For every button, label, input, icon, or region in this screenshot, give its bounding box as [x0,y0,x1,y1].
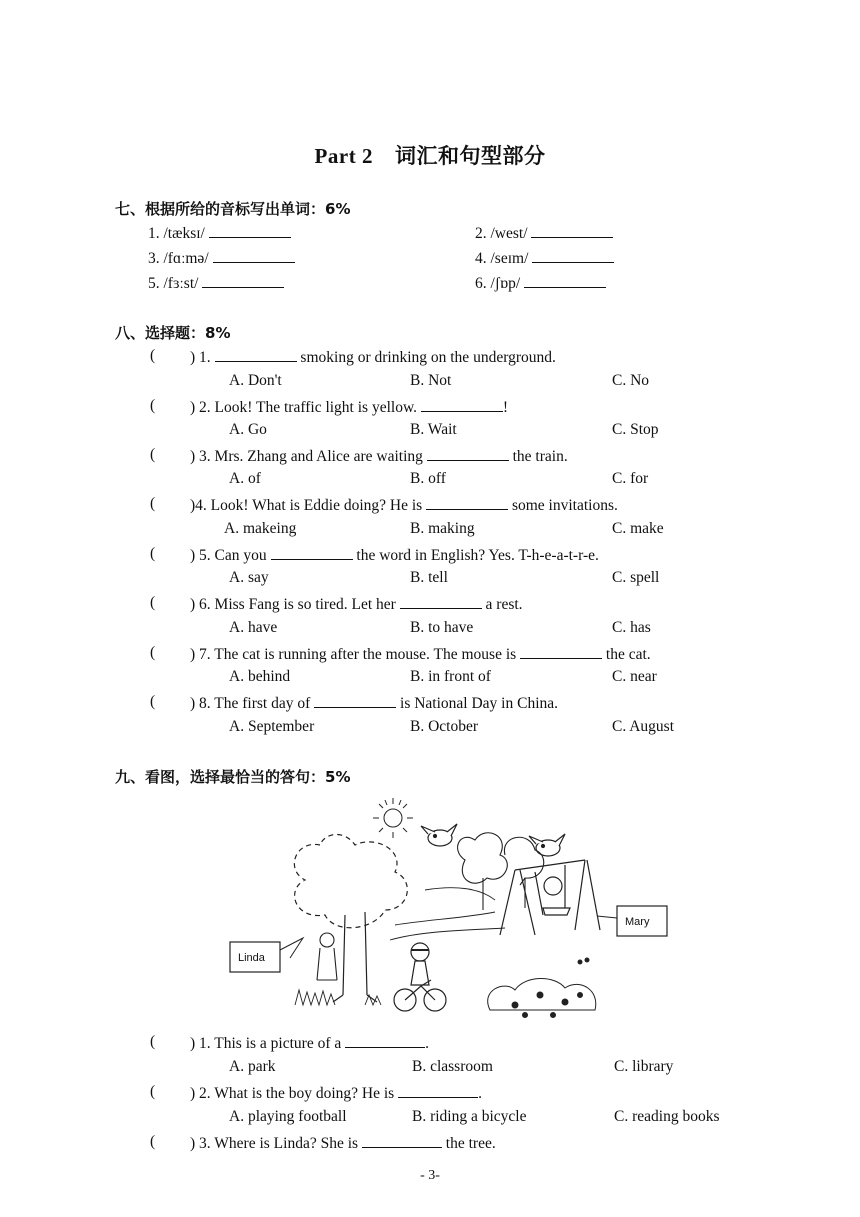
question-text-after: smoking or drinking on the underground. [300,349,556,366]
item-number: 4. [475,250,487,267]
option-b[interactable]: B. in front of [410,668,491,685]
phonetic: /tæksɪ/ [163,225,205,242]
question-number: ) 7. [190,646,211,663]
question-text-after: some invitations. [511,497,618,514]
question-blank[interactable] [426,495,508,510]
item-number: 6. [475,275,487,292]
question-text-after: the cat. [605,646,651,663]
title-text: 词汇和句型部分 [394,144,546,168]
question-text: What is the boy doing? He is [214,1085,395,1102]
answer-blank[interactable] [202,273,284,288]
page-number: - 3- [420,1168,440,1183]
grass-icon [295,990,381,1005]
question-number: ) 3. [190,1135,211,1152]
question-number: ) 8. [190,695,211,712]
question-blank[interactable] [398,1083,478,1098]
question-number: ) 6. [190,596,211,613]
title-part: Part 2 [314,144,373,168]
bicycle-icon [394,943,446,1011]
question-text: Can you [214,547,267,564]
ground-lines [390,888,505,940]
phonetic: /fɑːmə/ [163,250,209,267]
question-blank[interactable] [400,594,482,609]
option-a[interactable]: A. say [229,569,269,586]
picture-question-2 [190,1083,482,1103]
page-title [0,140,860,170]
question-text: The cat is running after the mouse. The mouse is [214,646,517,663]
option-c[interactable]: C. make [612,520,664,537]
answer-blank[interactable] [209,223,291,238]
question-text-after: is National Day in China. [400,695,559,712]
option-b[interactable]: B. to have [410,619,474,636]
option-c[interactable]: C. Stop [612,421,659,438]
option-a[interactable]: A. Go [229,421,267,438]
phonetic-item-1 [148,223,291,243]
picture-question-3 [190,1133,496,1153]
option-b[interactable]: B. classroom [412,1058,493,1075]
option-c[interactable]: C. library [614,1058,674,1075]
question-text-after: . [478,1085,482,1102]
item-number: 1. [148,225,160,242]
swing-icon [500,860,600,935]
phonetic-item-6 [475,273,606,293]
option-a[interactable]: A. September [229,718,315,735]
question-5 [190,545,599,565]
option-b[interactable]: B. riding a bicycle [412,1108,527,1125]
question-text-after: a rest. [485,596,523,613]
question-number: ) 1. [190,349,211,366]
option-c[interactable]: C. near [612,668,657,685]
question-text-after: ! [502,399,509,416]
linda-label [230,938,303,972]
answer-blank[interactable] [531,223,613,238]
question-2 [190,397,508,417]
option-b[interactable]: B. Not [410,372,452,389]
phonetic-item-3 [148,248,295,268]
question-text: The first day of [214,695,311,712]
answer-paren[interactable]: ( [150,545,156,562]
question-number: ) 5. [190,547,211,564]
option-c[interactable]: C. spell [612,569,660,586]
item-number: 5. [148,275,160,292]
answer-paren[interactable]: ( [150,644,156,661]
question-number: ) 2. [190,1085,211,1102]
question-text-after: the tree. [445,1135,496,1152]
option-b[interactable]: B. making [410,520,475,537]
question-blank[interactable] [520,644,602,659]
mary-label [597,906,667,936]
question-number: ) 1. [190,1035,211,1052]
option-b[interactable]: B. Wait [410,421,457,438]
option-a[interactable]: A. of [229,470,261,487]
sun-icon [373,798,413,838]
item-number: 3. [148,250,160,267]
question-number: ) 3. [190,448,211,465]
question-text: Where is Linda? She is [214,1135,359,1152]
option-a[interactable]: A. behind [229,668,291,685]
option-c[interactable]: C. for [612,470,649,487]
option-a[interactable]: A. have [229,619,278,636]
section-9-heading: 九、看图，选择最恰当的答句：5% [115,768,351,786]
answer-blank[interactable] [532,248,614,263]
answer-blank[interactable] [524,273,606,288]
mary-label-text: Mary [625,916,650,928]
option-a[interactable]: A. park [229,1058,276,1075]
phonetic: /ʃɒp/ [490,275,521,292]
phonetic-item-5 [148,273,284,293]
question-number: ) 2. [190,399,211,416]
question-4 [190,495,618,515]
question-blank[interactable] [427,446,509,461]
question-blank[interactable] [362,1133,442,1148]
linda-label-text: Linda [238,952,265,964]
question-6 [190,594,523,614]
answer-paren[interactable]: ( [150,1133,156,1150]
question-blank[interactable] [271,545,353,560]
question-text: Look! What is Eddie doing? He is [210,497,423,514]
section-8-heading: 八、选择题：8% [115,324,231,342]
answer-paren[interactable]: ( [150,693,156,710]
option-a[interactable]: A. Don't [229,372,282,389]
item-number: 2. [475,225,487,242]
question-8 [190,693,558,713]
answer-blank[interactable] [213,248,295,263]
tree-icon [458,833,544,910]
question-number: )4. [190,497,207,514]
answer-paren[interactable]: ( [150,347,156,364]
option-b[interactable]: B. off [410,470,446,487]
answer-paren[interactable]: ( [150,495,156,512]
question-blank[interactable] [345,1033,425,1048]
park-illustration [225,790,675,1030]
option-c[interactable]: C. has [612,619,651,636]
phonetic: /fɜːst/ [163,275,199,292]
option-b[interactable]: B. tell [410,569,448,586]
question-text-after: the word in English? Yes. T-h-e-a-t-r-e. [356,547,599,564]
option-c[interactable]: C. reading books [614,1108,720,1125]
bird-icon [529,834,565,856]
question-text-after: . [425,1035,430,1052]
bird-icon [421,824,457,846]
tree-icon [294,834,407,1002]
question-text: This is a picture of a [214,1035,342,1052]
answer-paren[interactable]: ( [150,397,156,414]
question-3 [190,446,568,466]
question-blank[interactable] [421,397,503,412]
girl-icon [317,933,337,980]
answer-paren[interactable]: ( [150,1083,156,1100]
question-blank[interactable] [215,347,297,362]
option-a[interactable]: A. makeing [224,520,297,537]
answer-paren[interactable]: ( [150,1033,156,1050]
section-7-heading: 七、根据所给的音标写出单词：6% [115,200,351,218]
phonetic: /seɪm/ [490,250,529,267]
question-text: Look! The traffic light is yellow. [214,399,418,416]
question-text: Miss Fang is so tired. Let her [214,596,396,613]
option-a[interactable]: A. playing football [229,1108,347,1125]
phonetic: /west/ [490,225,528,242]
question-1 [190,347,556,367]
question-blank[interactable] [314,693,396,708]
phonetic-item-4 [475,248,614,268]
answer-paren[interactable]: ( [150,446,156,463]
option-b[interactable]: B. October [410,718,479,735]
answer-paren[interactable]: ( [150,594,156,611]
picture-question-1 [190,1033,429,1053]
question-text: Mrs. Zhang and Alice are waiting [214,448,423,465]
option-c[interactable]: C. August [612,718,675,735]
phonetic-item-2 [475,223,613,243]
option-c[interactable]: C. No [612,372,650,389]
bush-icon [488,958,596,1018]
question-text-after: the train. [512,448,568,465]
question-7 [190,644,651,664]
